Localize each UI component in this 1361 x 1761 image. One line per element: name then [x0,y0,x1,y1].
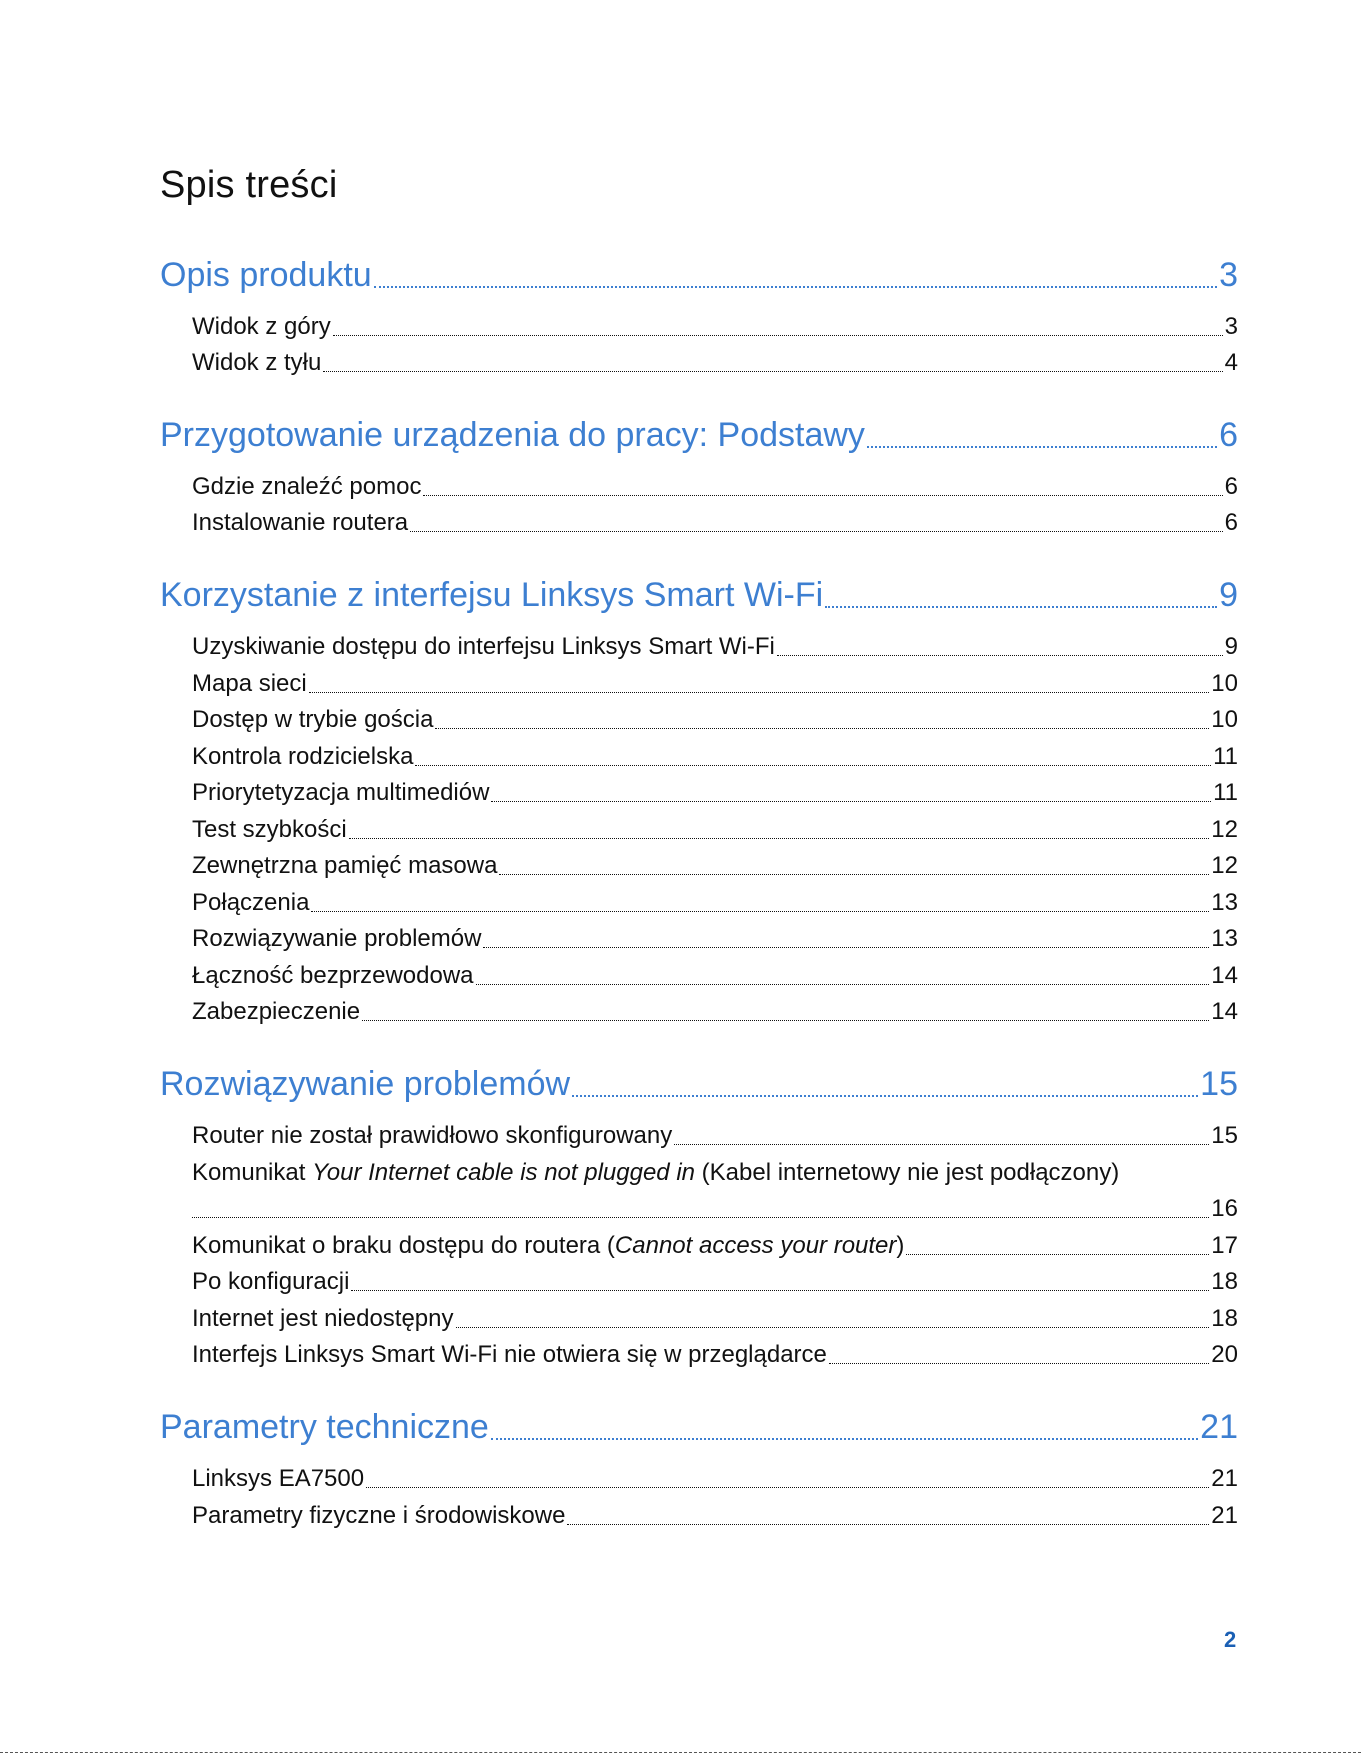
label-suffix: ) [896,1232,905,1259]
toc-entry-zabezpieczenie[interactable] [192,998,1238,1026]
toc-entry-label: Mapa sieci [192,670,307,697]
label-italic: Your Internet cable is not plugged in [312,1159,695,1186]
toc-section-label: Opis produktu [160,256,372,294]
dot-leader [476,962,1210,990]
toc-section-korzystanie[interactable] [160,576,1238,615]
toc-entry-uzyskiwanie-dostepu[interactable] [192,633,1238,661]
toc-entry-label: Łączność bezprzewodowa [192,962,474,989]
toc-entry-label: Kontrola rodzicielska [192,743,414,770]
page-bottom-divider [0,1752,1361,1753]
toc-entry-interfejs-nie-otwiera[interactable] [192,1341,1238,1369]
dot-leader [491,779,1211,807]
toc-entry-label: Internet jest niedostępny [192,1305,454,1332]
toc-entry-label: Parametry fizyczne i środowiskowe [192,1502,566,1529]
dot-leader [349,816,1210,844]
toc-section-label: Parametry techniczne [160,1408,489,1446]
toc-entry-instalowanie-routera[interactable] [192,509,1238,537]
dot-leader [483,925,1209,953]
toc-page-number: 6 [1224,509,1238,536]
dot-leader [309,670,1210,698]
toc-entry-label [192,1232,904,1260]
page-title: Spis treści [160,164,338,206]
toc-page-number: 4 [1224,349,1238,376]
toc-entry-label: Widok z tyłu [192,349,322,376]
toc-page-number: 18 [1211,1305,1238,1332]
toc-section-label: Rozwiązywanie problemów [160,1065,571,1103]
toc-page-number: 9 [1224,633,1238,660]
toc-entry-label: Widok z góry [192,313,331,340]
dot-leader [435,706,1209,734]
toc-entry-label: Dostęp w trybie gościa [192,706,434,733]
toc-entry-po-konfiguracji[interactable] [192,1268,1238,1296]
dot-leader [351,1268,1209,1296]
dot-leader [423,473,1222,501]
toc-page-number: 6 [1224,473,1238,500]
toc-entry-mapa-sieci[interactable] [192,670,1238,698]
toc-entry-komunikat-braku-dostepu[interactable] [192,1232,1238,1260]
label-suffix: (Kabel internetowy nie jest podłączony) [695,1159,1120,1186]
toc-page-number: 6 [1219,416,1238,454]
toc-page-number: 10 [1211,670,1238,697]
dot-leader [567,1502,1209,1530]
dot-leader [410,509,1223,537]
dot-leader [311,889,1209,917]
dot-leader [825,576,1217,615]
toc-section-opis-produktu[interactable] [160,256,1238,295]
toc-entry-label: Uzyskiwanie dostępu do interfejsu Linksys Smart Wi-Fi [192,633,775,660]
toc-page-number: 17 [1211,1232,1238,1259]
label-italic: Cannot access your router [614,1232,897,1259]
toc-entry-zewnetrzna-pamiec[interactable] [192,852,1238,880]
toc-entry-linksys-ea7500[interactable] [192,1465,1238,1493]
toc-page-number: 21 [1211,1502,1238,1529]
toc-entry-label: Instalowanie routera [192,509,409,536]
toc-entry-parametry-fizyczne[interactable] [192,1502,1238,1530]
toc-page-number: 21 [1211,1465,1238,1492]
toc-page-number: 11 [1213,779,1238,806]
dot-leader [906,1232,1209,1260]
toc-entry-rozwiazywanie-problemow[interactable] [192,925,1238,953]
toc-section-parametry-techniczne[interactable] [160,1408,1238,1447]
toc-entry-test-szybkosci[interactable] [192,816,1238,844]
toc-page-number: 11 [1213,743,1238,770]
toc-entry-label: Rozwiązywanie problemów [192,925,482,952]
dot-leader [323,349,1222,377]
toc-section-label: Korzystanie z interfejsu Linksys Smart Wi-Fi [160,576,824,614]
dot-leader [491,1408,1198,1447]
dot-leader [499,852,1209,880]
toc-entry-internet-niedostepny[interactable] [192,1305,1238,1333]
toc-page-number: 18 [1211,1268,1238,1295]
page-number: 2 [1224,1627,1237,1652]
toc-entry-komunikat-cable-label[interactable] [192,1159,1238,1187]
toc-entry-label: Gdzie znaleźć pomoc [192,473,422,500]
toc-entry-label: Po konfiguracji [192,1268,350,1295]
toc-entry-label: Zewnętrzna pamięć masowa [192,852,498,879]
toc-entry-router-nie-zostal[interactable] [192,1122,1238,1150]
toc-entry-lacznosc-bezprzewodowa[interactable] [192,962,1238,990]
toc-page-number: 20 [1211,1341,1238,1368]
toc-page-number: 14 [1211,962,1238,989]
dot-leader [415,743,1211,771]
toc-page-number: 15 [1211,1122,1238,1149]
dot-leader [572,1065,1198,1104]
toc-entry-dostep-w-trybie-goscia[interactable] [192,706,1238,734]
toc-entry-label: Test szybkości [192,816,347,843]
toc-entry-label: Interfejs Linksys Smart Wi-Fi nie otwiera się w przeglądarce [192,1341,827,1368]
toc-page-number: 21 [1200,1408,1238,1446]
toc-entry-widok-z-tylu[interactable] [192,349,1238,377]
dot-leader [777,633,1223,661]
toc-page-number: 14 [1211,998,1238,1025]
dot-leader [362,998,1209,1026]
dot-leader [192,1195,1209,1223]
toc-entry-widok-z-gory[interactable] [192,313,1238,341]
dot-leader [456,1305,1210,1333]
toc-section-przygotowanie[interactable] [160,416,1238,455]
toc-page-number: 3 [1224,313,1238,340]
label-prefix: Komunikat o braku dostępu do routera ( [192,1232,615,1259]
toc-entry-label: Połączenia [192,889,310,916]
dot-leader [829,1341,1209,1369]
dot-leader [867,416,1217,455]
toc-page-number: 3 [1219,256,1238,294]
toc-entry-priorytetyzacja[interactable] [192,779,1238,807]
toc-entry-label: Priorytetyzacja multimediów [192,779,490,806]
toc-page-number: 12 [1211,852,1238,879]
dot-leader [333,313,1223,341]
dot-leader [674,1122,1209,1150]
dot-leader [366,1465,1209,1493]
toc-page-number: 10 [1211,706,1238,733]
toc-page-number: 12 [1211,816,1238,843]
toc-entry-komunikat-cable-leader[interactable] [192,1195,1238,1223]
toc-page-number: 9 [1219,576,1238,614]
toc-page-number: 13 [1211,889,1238,916]
toc-entry-polaczenia[interactable] [192,889,1238,917]
toc-section-rozwiazywanie-problemow[interactable] [160,1065,1238,1104]
toc-page-number: 15 [1200,1065,1238,1103]
toc-section-label: Przygotowanie urządzenia do pracy: Podstawy [160,416,865,454]
toc-page-number: 13 [1211,925,1238,952]
toc-entry-kontrola-rodzicielska[interactable] [192,743,1238,771]
toc-entry-label: Linksys EA7500 [192,1465,365,1492]
toc-entry-label: Zabezpieczenie [192,998,361,1025]
toc-entry-label: Router nie został prawidłowo skonfigurowany [192,1122,673,1149]
toc-page-number: 16 [1211,1195,1238,1222]
dot-leader [374,256,1217,295]
label-prefix: Komunikat [192,1159,313,1186]
toc-entry-gdzie-znalezc-pomoc[interactable] [192,473,1238,501]
